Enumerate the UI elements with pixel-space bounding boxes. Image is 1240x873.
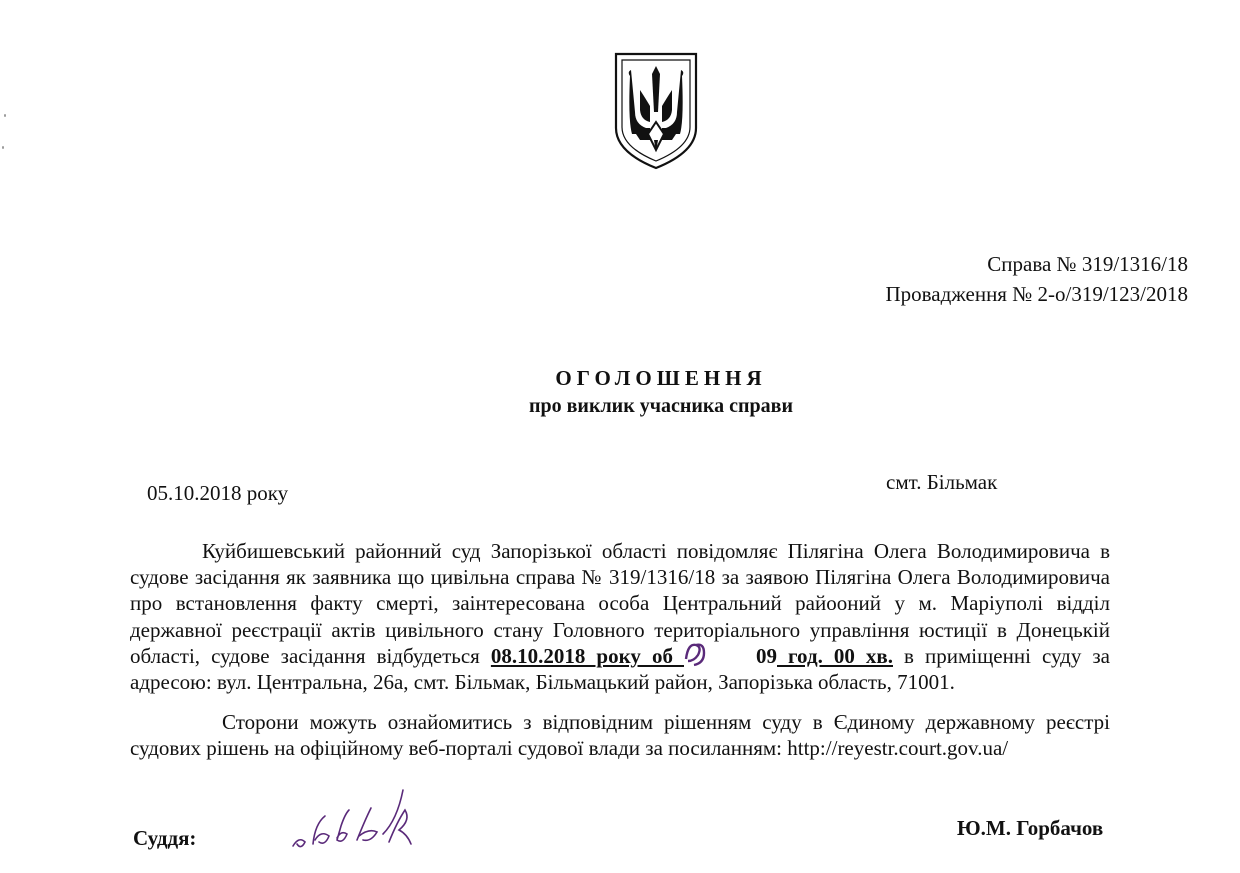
notice-paragraph [130, 538, 1110, 695]
judge-name: Ю.М. Горбачов [957, 816, 1104, 840]
hearing-datetime [491, 644, 893, 668]
notice-text-end: в приміщенні суду за адресою: вул. Центральна, 26а, смт. Більмак, Більмацький район, Запорізька область, 71001. [130, 643, 1111, 695]
notice-text-start: Куйбишевський районний суд Запорізької області повідомляє Пілягіна Олега Володимировича в судове засідання як заявника що цивільна справа № 319/1316/18 за заявою Пілягіна Олега Володимировича про встановлення факту смерті, заінтересована особа Центральний райооний у м. Маріуполі відділ державної реєстрації актів цивільного стану Головного територіального управління юстиції в Донецькій області, судове засідання відбудеться [130, 539, 1110, 668]
handwritten-signature-icon [285, 780, 435, 860]
document-title: ОГОЛОШЕННЯ [555, 366, 767, 390]
scan-speck [2, 146, 4, 149]
hearing-time: год. 00 хв. [777, 643, 893, 668]
proceeding-number: Провадження № 2-о/319/123/2018 [885, 282, 1188, 306]
document-subtitle: про виклик учасника справи [528, 395, 794, 417]
document-date: 05.10.2018 року [147, 481, 289, 505]
registry-paragraph: Сторони можуть ознайомитись з відповідним рішенням суду в Єдиному державному реєстрі судових рішень на офіційному веб-порталі судової влади за посиланням: http://reyestr.court.gov.ua/ [130, 710, 1110, 761]
case-number: Справа № 319/1316/18 [987, 252, 1188, 276]
handwritten-correction-icon [682, 639, 708, 667]
hearing-date: 08.10.2018 року об [490, 643, 684, 668]
document-place: смт. Більмак [886, 470, 998, 494]
hearing-hour: 09 [684, 643, 777, 669]
judge-label: Суддя: [133, 826, 197, 850]
trident-coat-of-arms-icon [610, 50, 702, 172]
scan-speck [4, 114, 6, 117]
